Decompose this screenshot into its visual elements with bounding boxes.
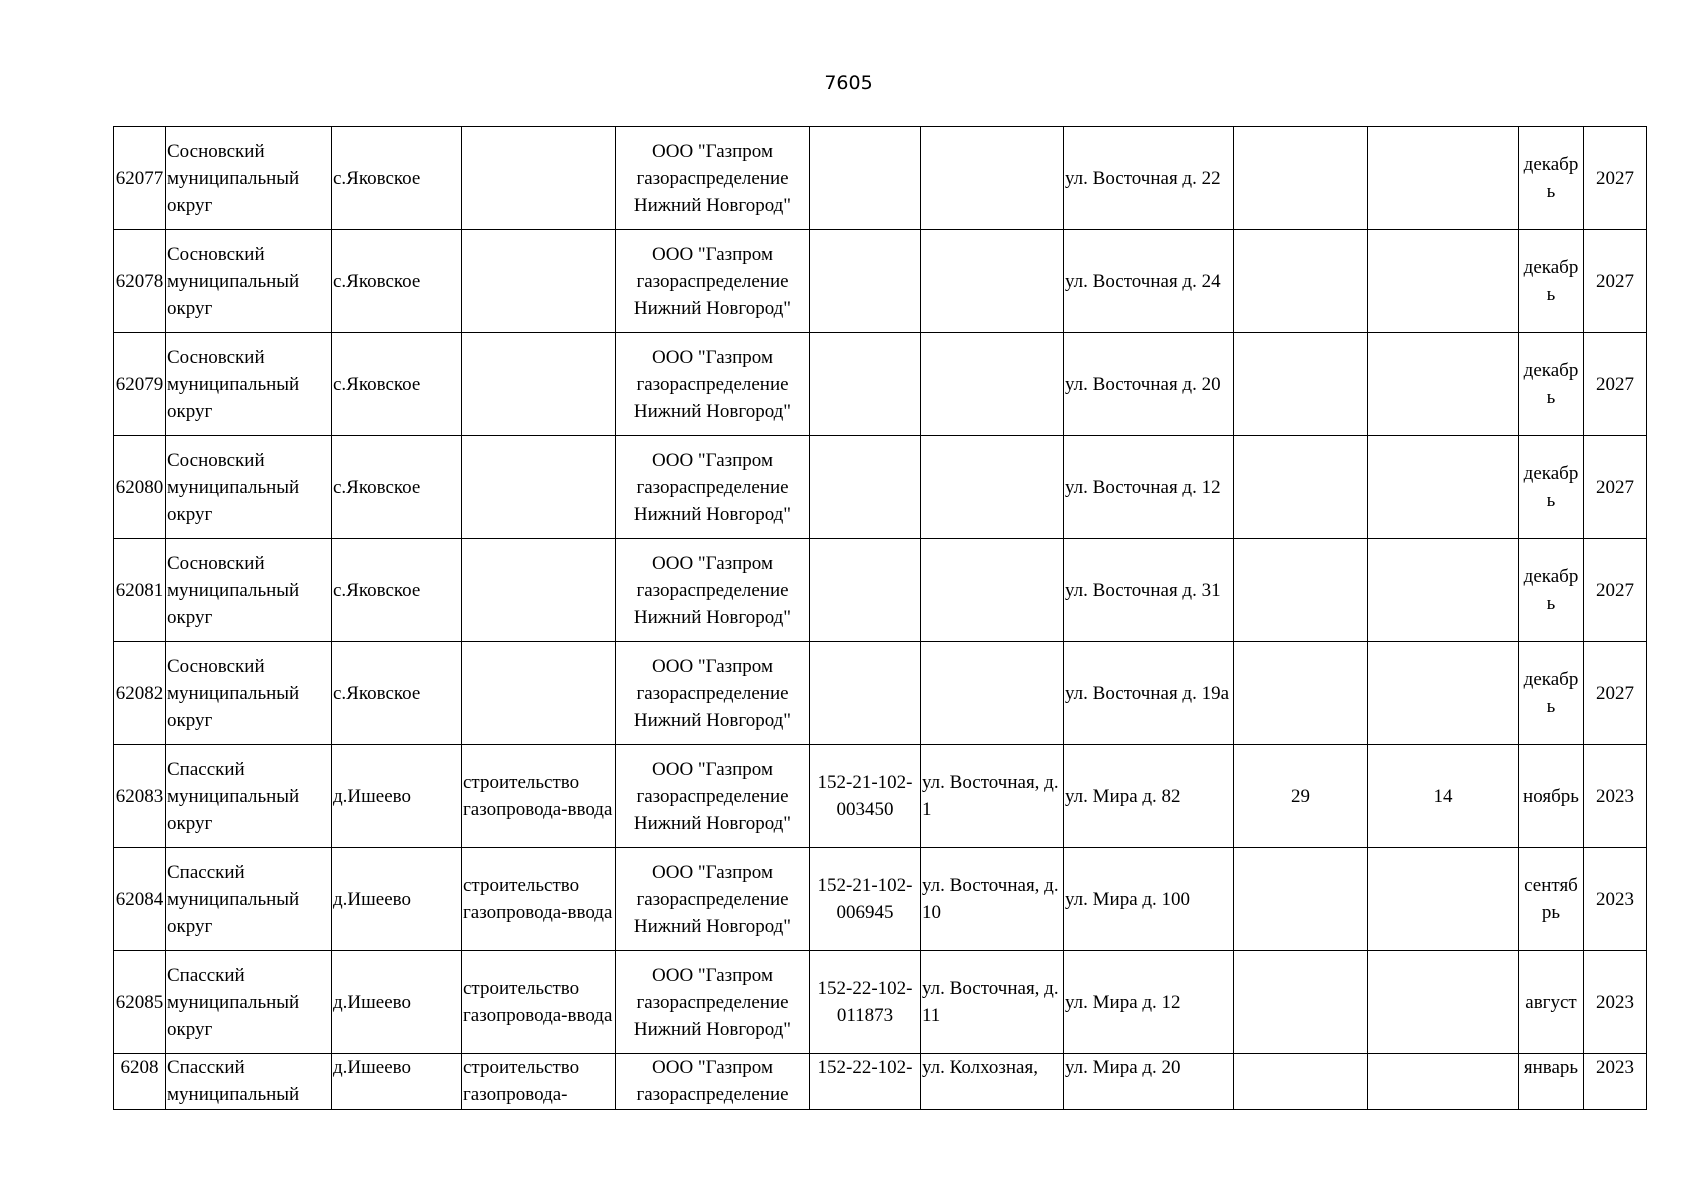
cell-district: Сосновский муниципальный округ <box>166 539 332 642</box>
cell-district: Спасский муниципальный округ <box>166 951 332 1054</box>
cell-contract <box>810 436 921 539</box>
cell-value-1 <box>1234 127 1368 230</box>
cell-value-1 <box>1234 642 1368 745</box>
cell-address: ул. Восточная д. 19а <box>1064 642 1234 745</box>
cell-value-2 <box>1368 539 1519 642</box>
cell-month: декабрь <box>1519 127 1584 230</box>
cell-address: ул. Мира д. 100 <box>1064 848 1234 951</box>
cell-organization: ООО "Газпром газораспределение Нижний Новгород" <box>616 539 810 642</box>
cell-district: Сосновский муниципальный округ <box>166 436 332 539</box>
cell-value-2 <box>1368 848 1519 951</box>
table-row <box>114 745 1647 848</box>
cell-work-type: строительство газопровода-ввода <box>462 848 616 951</box>
cell-value-2: 14 <box>1368 745 1519 848</box>
cell-value-2 <box>1368 642 1519 745</box>
cell-district: Сосновский муниципальный округ <box>166 333 332 436</box>
cell-district: Сосновский муниципальный округ <box>166 642 332 745</box>
cell-organization: ООО "Газпром газораспределение <box>616 1054 810 1110</box>
cell-year: 2027 <box>1584 436 1647 539</box>
cell-number: 62084 <box>114 848 166 951</box>
cell-work-type <box>462 539 616 642</box>
cell-value-2 <box>1368 1054 1519 1110</box>
cell-address: ул. Восточная д. 31 <box>1064 539 1234 642</box>
cell-object-address <box>921 539 1064 642</box>
cell-district: Спасский муниципальный округ <box>166 745 332 848</box>
cell-settlement: с.Яковское <box>332 127 462 230</box>
cell-number: 62080 <box>114 436 166 539</box>
cell-object-address: ул. Колхозная, <box>921 1054 1064 1110</box>
cell-address: ул. Восточная д. 12 <box>1064 436 1234 539</box>
cell-month: декабрь <box>1519 436 1584 539</box>
cell-settlement: с.Яковское <box>332 230 462 333</box>
cell-address: ул. Восточная д. 24 <box>1064 230 1234 333</box>
cell-settlement: д.Ишеево <box>332 1054 462 1110</box>
cell-value-1 <box>1234 1054 1368 1110</box>
cell-value-2 <box>1368 333 1519 436</box>
cell-year: 2027 <box>1584 230 1647 333</box>
cell-value-1 <box>1234 436 1368 539</box>
cell-year: 2027 <box>1584 333 1647 436</box>
cell-year: 2023 <box>1584 848 1647 951</box>
cell-number: 6208 <box>114 1054 166 1110</box>
cell-contract <box>810 333 921 436</box>
cell-value-2 <box>1368 230 1519 333</box>
cell-district: Спасский муниципальный округ <box>166 848 332 951</box>
table-row-partial <box>114 1054 1647 1110</box>
cell-district: Сосновский муниципальный округ <box>166 230 332 333</box>
cell-address: ул. Восточная д. 20 <box>1064 333 1234 436</box>
cell-year: 2023 <box>1584 1054 1647 1110</box>
page-number: 7605 <box>824 72 873 94</box>
cell-number: 62078 <box>114 230 166 333</box>
cell-year: 2027 <box>1584 642 1647 745</box>
cell-organization: ООО "Газпром газораспределение Нижний Новгород" <box>616 848 810 951</box>
cell-address: ул. Мира д. 20 <box>1064 1054 1234 1110</box>
table-row <box>114 230 1647 333</box>
cell-value-1: 29 <box>1234 745 1368 848</box>
cell-organization: ООО "Газпром газораспределение Нижний Новгород" <box>616 333 810 436</box>
cell-object-address: ул. Восточная, д. 1 <box>921 745 1064 848</box>
cell-month: сентябрь <box>1519 848 1584 951</box>
cell-organization: ООО "Газпром газораспределение Нижний Новгород" <box>616 745 810 848</box>
cell-object-address <box>921 230 1064 333</box>
cell-contract: 152-22-102-011873 <box>810 951 921 1054</box>
cell-year: 2027 <box>1584 127 1647 230</box>
cell-object-address <box>921 436 1064 539</box>
cell-contract <box>810 230 921 333</box>
table-row <box>114 642 1647 745</box>
cell-address: ул. Мира д. 82 <box>1064 745 1234 848</box>
cell-year: 2023 <box>1584 951 1647 1054</box>
cell-work-type <box>462 436 616 539</box>
cell-contract: 152-21-102-006945 <box>810 848 921 951</box>
cell-settlement: с.Яковское <box>332 642 462 745</box>
cell-settlement: с.Яковское <box>332 539 462 642</box>
cell-settlement: д.Ишеево <box>332 951 462 1054</box>
cell-year: 2023 <box>1584 745 1647 848</box>
cell-month: август <box>1519 951 1584 1054</box>
cell-year: 2027 <box>1584 539 1647 642</box>
cell-number: 62083 <box>114 745 166 848</box>
table-row <box>114 333 1647 436</box>
cell-settlement: д.Ишеево <box>332 745 462 848</box>
cell-value-2 <box>1368 436 1519 539</box>
cell-object-address: ул. Восточная, д. 11 <box>921 951 1064 1054</box>
cell-contract <box>810 642 921 745</box>
cell-number: 62082 <box>114 642 166 745</box>
cell-month: декабрь <box>1519 230 1584 333</box>
cell-district: Сосновский муниципальный округ <box>166 127 332 230</box>
cell-work-type: строительство газопровода-ввода <box>462 745 616 848</box>
cell-organization: ООО "Газпром газораспределение Нижний Новгород" <box>616 127 810 230</box>
cell-value-1 <box>1234 951 1368 1054</box>
cell-work-type <box>462 642 616 745</box>
cell-month: декабрь <box>1519 642 1584 745</box>
cell-contract <box>810 539 921 642</box>
cell-settlement: д.Ишеево <box>332 848 462 951</box>
cell-value-1 <box>1234 230 1368 333</box>
cell-work-type <box>462 230 616 333</box>
cell-address: ул. Восточная д. 22 <box>1064 127 1234 230</box>
table-row <box>114 436 1647 539</box>
cell-work-type <box>462 333 616 436</box>
cell-value-1 <box>1234 539 1368 642</box>
cell-settlement: с.Яковское <box>332 333 462 436</box>
cell-number: 62081 <box>114 539 166 642</box>
cell-object-address: ул. Восточная, д. 10 <box>921 848 1064 951</box>
cell-contract <box>810 127 921 230</box>
cell-district: Спасский муниципальный <box>166 1054 332 1110</box>
table-row <box>114 848 1647 951</box>
cell-address: ул. Мира д. 12 <box>1064 951 1234 1054</box>
cell-work-type: строительство газопровода- <box>462 1054 616 1110</box>
cell-month: декабрь <box>1519 333 1584 436</box>
cell-settlement: с.Яковское <box>332 436 462 539</box>
cell-object-address <box>921 333 1064 436</box>
cell-organization: ООО "Газпром газораспределение Нижний Новгород" <box>616 230 810 333</box>
cell-number: 62085 <box>114 951 166 1054</box>
cell-month: декабрь <box>1519 539 1584 642</box>
table-row <box>114 539 1647 642</box>
cell-work-type <box>462 127 616 230</box>
cell-value-2 <box>1368 127 1519 230</box>
cell-organization: ООО "Газпром газораспределение Нижний Новгород" <box>616 642 810 745</box>
cell-contract: 152-22-102- <box>810 1054 921 1110</box>
cell-contract: 152-21-102-003450 <box>810 745 921 848</box>
table-row <box>114 127 1647 230</box>
cell-object-address <box>921 642 1064 745</box>
cell-number: 62079 <box>114 333 166 436</box>
cell-organization: ООО "Газпром газораспределение Нижний Новгород" <box>616 951 810 1054</box>
cell-value-1 <box>1234 848 1368 951</box>
cell-number: 62077 <box>114 127 166 230</box>
registry-table <box>113 126 1647 1110</box>
cell-value-2 <box>1368 951 1519 1054</box>
table-row <box>114 951 1647 1054</box>
cell-work-type: строительство газопровода-ввода <box>462 951 616 1054</box>
cell-month: ноябрь <box>1519 745 1584 848</box>
cell-month: январь <box>1519 1054 1584 1110</box>
cell-object-address <box>921 127 1064 230</box>
cell-organization: ООО "Газпром газораспределение Нижний Новгород" <box>616 436 810 539</box>
cell-value-1 <box>1234 333 1368 436</box>
